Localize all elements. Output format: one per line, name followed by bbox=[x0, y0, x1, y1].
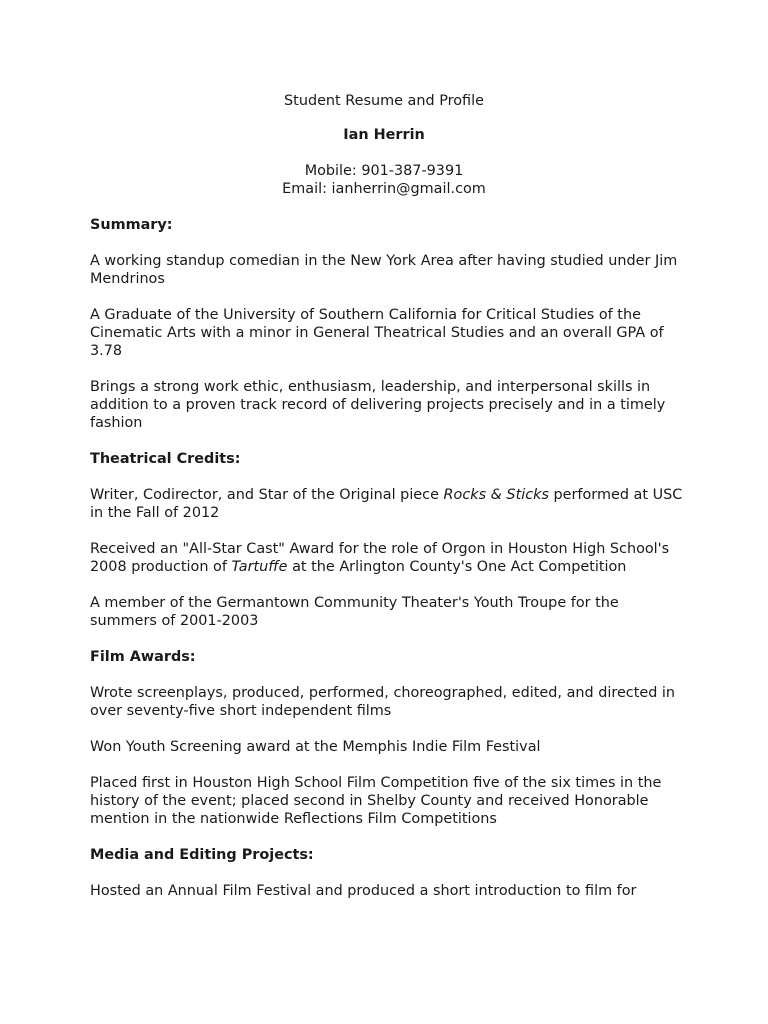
candidate-name: Ian Herrin bbox=[343, 127, 425, 143]
media-projects-heading: Media and Editing Projects: bbox=[90, 847, 314, 863]
film-award-item: Wrote screenplays, produced, performed, choreographed, edited, and directed in over seventy-five short independent films bbox=[90, 685, 676, 719]
theatrical-credit-item: A member of the Germantown Community Theater's Youth Troupe for the summers of 2001-2003 bbox=[90, 595, 619, 629]
contact-info bbox=[90, 162, 678, 198]
theatrical-credit-item bbox=[90, 486, 690, 522]
theatrical-credits-heading: Theatrical Credits: bbox=[90, 451, 241, 467]
film-award-item: Placed first in Houston High School Film Competition five of the six times in the history of the event; placed second in Shelby County and received Honorable mention in the nationwide Reflections Film Competitions bbox=[90, 775, 662, 827]
theatrical-credit-item bbox=[90, 540, 690, 576]
summary-item: Brings a strong work ethic, enthusiasm, leadership, and interpersonal skills in addition to a proven track record of delivering projects precisely and in a timely fashion bbox=[90, 379, 666, 431]
summary-item: A Graduate of the University of Southern California for Critical Studies of the Cinematic Arts with a minor in General Theatrical Studies and an overall GPA of 3.78 bbox=[90, 307, 664, 359]
film-award-item: Won Youth Screening award at the Memphis Indie Film Festival bbox=[90, 739, 541, 755]
play-title: Tartuffe bbox=[231, 559, 288, 575]
media-project-item: Hosted an Annual Film Festival and produced a short introduction to film for bbox=[90, 883, 637, 899]
credit-text: Received an "All-Star Cast" Award for the role of Orgon in Houston High School's 2008 production of bbox=[90, 541, 670, 575]
resume-header bbox=[90, 92, 678, 198]
credit-text: Writer, Codirector, and Star of the Original piece bbox=[90, 487, 444, 503]
document-title: Student Resume and Profile bbox=[284, 93, 484, 109]
resume-page bbox=[90, 92, 690, 900]
credit-text: at the Arlington County's One Act Competition bbox=[287, 559, 627, 575]
email-address: Email: ianherrin@gmail.com bbox=[282, 181, 486, 197]
film-awards-heading: Film Awards: bbox=[90, 649, 196, 665]
play-title: Rocks & Sticks bbox=[443, 487, 549, 503]
summary-heading: Summary: bbox=[90, 217, 173, 233]
credit-text: performed at USC in the Fall of 2012 bbox=[90, 487, 683, 521]
mobile-number: Mobile: 901-387-9391 bbox=[304, 163, 464, 179]
summary-item: A working standup comedian in the New York Area after having studied under Jim Mendrinos bbox=[90, 253, 678, 287]
